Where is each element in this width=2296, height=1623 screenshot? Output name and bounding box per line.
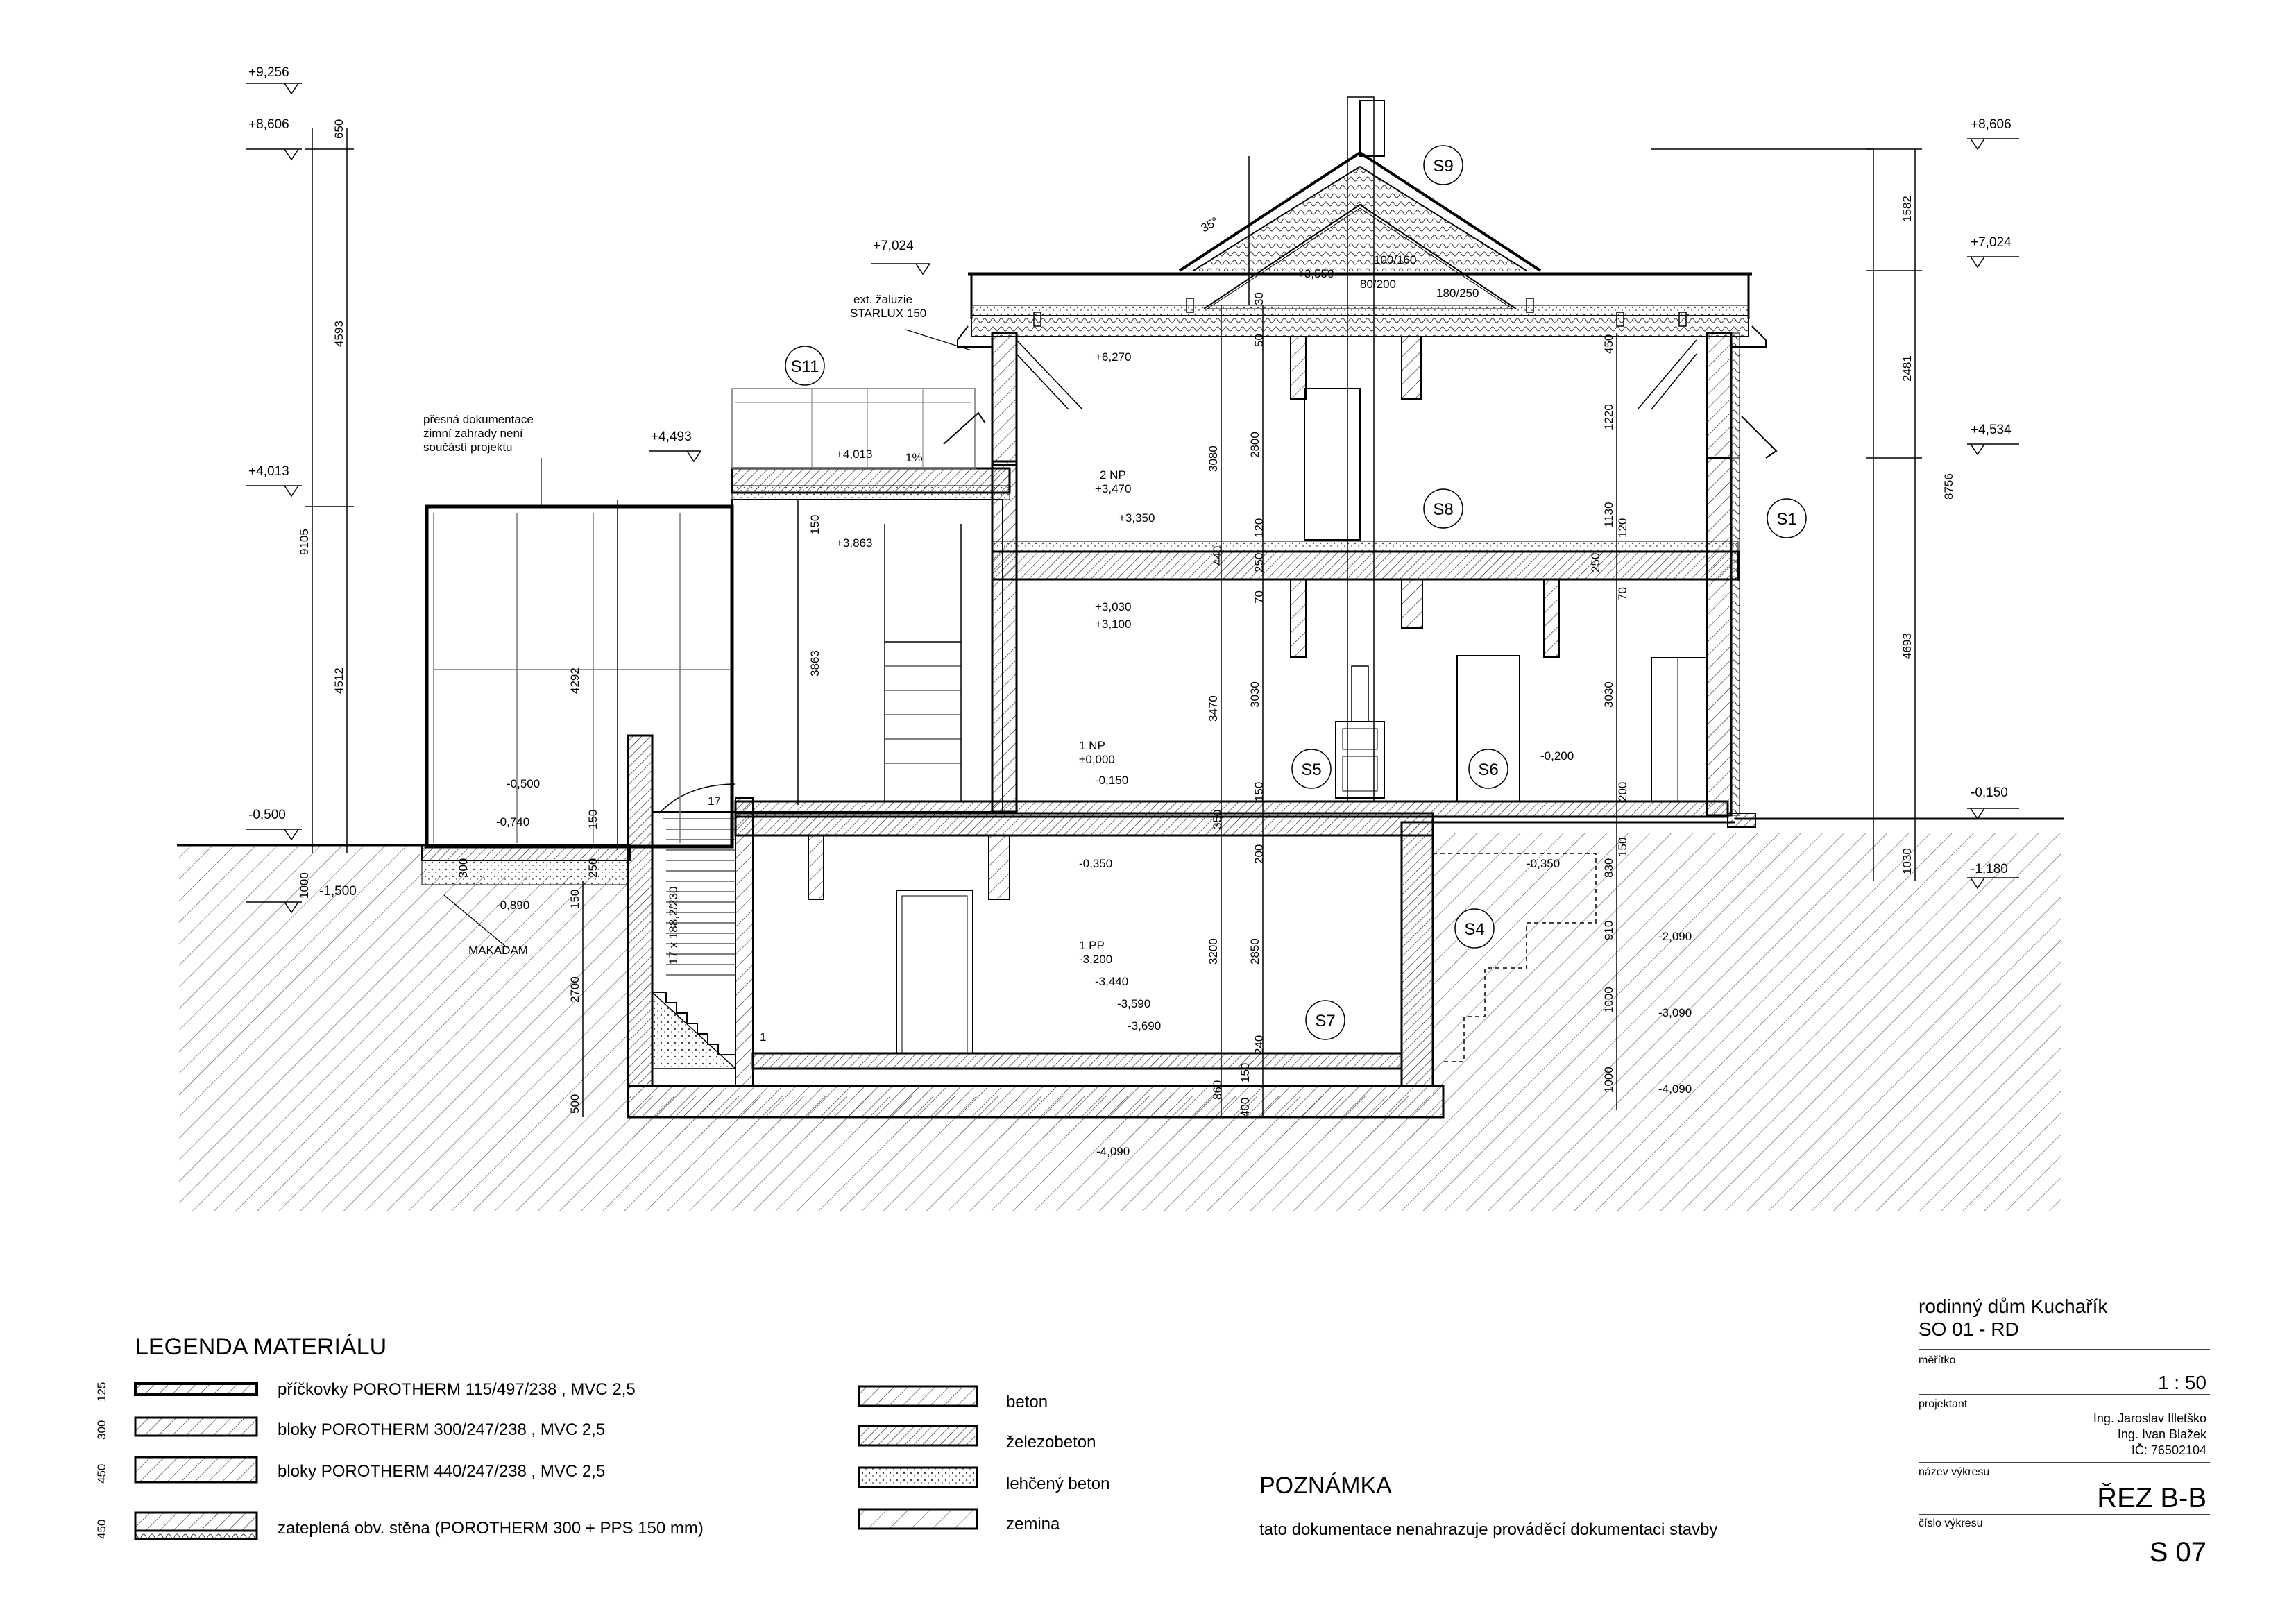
dim-low-3: 200 xyxy=(1252,844,1266,864)
tag-s6: S6 xyxy=(1478,760,1499,779)
dim-low-11: 1000 xyxy=(1602,1067,1615,1093)
dim-up-3: 1220 xyxy=(1602,404,1615,430)
dim-up-7: 30 xyxy=(1252,292,1266,305)
dim-mid-1: 3470 xyxy=(1207,695,1220,722)
dim-mid-4: 120 xyxy=(1252,518,1266,538)
scale-label: měřítko xyxy=(1919,1354,1956,1366)
level-int-9: +3,100 xyxy=(1095,618,1132,631)
dim-low-22: 250 xyxy=(586,858,599,878)
level-left-5: +4,013 xyxy=(248,464,289,479)
rafter-label-3: 180/250 xyxy=(1436,287,1479,300)
legend-dim-2: 300 xyxy=(95,1420,108,1440)
level-int-12: -0,150 xyxy=(1095,774,1129,787)
level-right-1: +8,606 xyxy=(1971,117,2012,132)
roof-angle: 35° xyxy=(1198,214,1221,235)
legend-wall-3: bloky POROTHERM 440/247/238 , MVC 2,5 xyxy=(278,1462,606,1481)
winter-garden-note-3: součástí projektu xyxy=(423,441,513,454)
designer-1: Ing. Jaroslav Illetško xyxy=(2093,1411,2206,1425)
level-left-7: -1,500 xyxy=(319,884,357,899)
slope-label: 1% xyxy=(905,451,923,464)
dim-mid-5: 250 xyxy=(1252,552,1266,572)
designer-label: projektant xyxy=(1919,1398,1968,1410)
level-right-5: -1,180 xyxy=(1971,862,2008,876)
blinds-label-2: STARLUX 150 xyxy=(850,307,927,320)
level-int-26: -4,090 xyxy=(1658,1082,1692,1096)
title-block xyxy=(1919,1295,2210,1567)
dim-low-9: 910 xyxy=(1602,920,1615,940)
dim-low-8: 830 xyxy=(1602,858,1615,878)
dim-up-5: 450 xyxy=(1602,334,1615,354)
level-left-3: +7,024 xyxy=(873,239,914,253)
stair-count: 17 xyxy=(708,794,721,808)
dim-up-6: 50 xyxy=(1252,334,1266,347)
dim-mid-2: 3030 xyxy=(1248,681,1261,708)
level-int-23: -3,690 xyxy=(1128,1019,1162,1033)
dim-low-12: 240 xyxy=(1252,1035,1266,1055)
note xyxy=(1259,1472,1717,1539)
level-int-6: +4,013 xyxy=(836,448,873,461)
drawing-name-label: název výkresu xyxy=(1919,1466,1990,1478)
dim-mid-3: 3030 xyxy=(1602,681,1615,708)
legend-title: LEGENDA MATERIÁLU xyxy=(135,1334,387,1360)
legend-mat-1: beton xyxy=(1006,1393,1048,1411)
dim-low-15: 860 xyxy=(1211,1080,1224,1100)
dim-mid-9: 120 xyxy=(1616,518,1629,538)
dim-low-6: 150 xyxy=(1616,837,1629,857)
dim-low-16: 500 xyxy=(568,1094,581,1114)
level-left-1: +9,256 xyxy=(248,65,289,80)
legend-wall-4: zateplená obv. stěna (POROTHERM 300 + PPS 150 mm) xyxy=(278,1519,704,1538)
level-int-3: 2 NP xyxy=(1100,468,1126,482)
dim-right-3: 8756 xyxy=(1942,473,1955,500)
level-right-3: +4,534 xyxy=(1971,423,2012,437)
blinds-label-1: ext. žaluzie xyxy=(853,293,913,306)
designer-2: Ing. Ivan Blažek xyxy=(2117,1427,2206,1441)
level-left-4: +4,493 xyxy=(651,430,692,444)
winter-garden-note-2: zimní zahrady není xyxy=(423,427,523,440)
dim-low-2: 2850 xyxy=(1248,938,1261,965)
note-text: tato dokumentace nenahrazuje prováděcí dokumentaci stavby xyxy=(1259,1520,1718,1539)
dim-left-3: 4512 xyxy=(332,668,346,694)
dim-mid-8: 70 xyxy=(1616,587,1629,600)
level-left-6: -0,500 xyxy=(248,808,286,822)
tag-s7: S7 xyxy=(1315,1012,1336,1030)
drawing-no-label: číslo výkresu xyxy=(1919,1518,1983,1529)
level-int-2: +3,550 xyxy=(1298,267,1334,280)
dim-left-4: 9105 xyxy=(298,529,311,555)
makadam-label: MAKADAM xyxy=(468,944,528,957)
legend-dim-4: 450 xyxy=(95,1519,108,1539)
dim-right-1: 1582 xyxy=(1900,196,1914,222)
dim-low-5: 150 xyxy=(1252,781,1266,801)
dim-low-24: 3863 xyxy=(808,650,822,677)
dim-right-5: 1030 xyxy=(1900,848,1914,874)
legend-mat-4: zemina xyxy=(1006,1515,1060,1533)
dim-mid-6: 440 xyxy=(1211,545,1224,566)
level-int-27: -4,090 xyxy=(1096,1145,1130,1158)
tag-s4: S4 xyxy=(1464,920,1485,939)
dim-low-19: 150 xyxy=(586,809,599,829)
level-int-13: -0,500 xyxy=(507,777,541,790)
level-int-16: -0,200 xyxy=(1540,749,1574,763)
legend-wall-1: příčkovky POROTHERM 115/497/238 , MVC 2,5 xyxy=(278,1380,636,1399)
tag-s11: S11 xyxy=(790,357,819,376)
winter-garden xyxy=(422,507,732,885)
upper-floor xyxy=(968,274,1752,540)
legend-dim-3: 450 xyxy=(95,1463,108,1484)
dim-low-18: 1000 xyxy=(298,872,311,899)
dim-low-4: 350 xyxy=(1211,809,1224,829)
level-int-5: +3,350 xyxy=(1119,511,1155,525)
legend-mat-3: lehčený beton xyxy=(1006,1475,1110,1493)
level-int-22: -3,590 xyxy=(1117,997,1151,1010)
dim-low-13: 150 xyxy=(1239,1062,1252,1082)
dim-low-20: 150 xyxy=(568,889,581,909)
stair-spec: 17 x 188,2/230 xyxy=(667,886,680,965)
rafter-label-1: 100/160 xyxy=(1374,253,1417,266)
dim-up-2: 2800 xyxy=(1248,432,1261,458)
project-code: SO 01 - RD xyxy=(1919,1318,2019,1340)
dim-low-14: 400 xyxy=(1239,1097,1252,1117)
note-title: POZNÁMKA xyxy=(1259,1472,1392,1499)
level-right-4: -0,150 xyxy=(1971,785,2008,800)
level-int-24: -2,090 xyxy=(1658,930,1692,943)
level-left-2: +8,606 xyxy=(248,117,289,132)
level-int-25: -3,090 xyxy=(1658,1006,1692,1019)
dim-left-2: 4593 xyxy=(332,321,346,347)
dim-low-10: 1000 xyxy=(1602,987,1615,1013)
level-int-20: -3,200 xyxy=(1079,953,1113,966)
level-int-15: -0,890 xyxy=(496,899,530,912)
level-int-1: +6,270 xyxy=(1095,350,1132,364)
dim-low-17: 2700 xyxy=(568,976,581,1003)
dim-up-1: 3080 xyxy=(1207,445,1220,472)
level-int-19: 1 PP xyxy=(1079,939,1105,952)
designer-id: IČ: 76502104 xyxy=(2131,1443,2206,1457)
legend-dim-1: 125 xyxy=(95,1382,108,1402)
dim-right-4: 4693 xyxy=(1900,633,1914,659)
drawing-name: ŘEZ B-B xyxy=(2097,1483,2206,1513)
dim-left-1: 650 xyxy=(332,119,346,139)
dim-mid-7: 70 xyxy=(1252,590,1266,604)
stair-first: 1 xyxy=(760,1030,767,1044)
dim-low-25: 150 xyxy=(808,514,822,534)
ground-floor xyxy=(735,97,1755,827)
level-int-21: -3,440 xyxy=(1095,975,1129,988)
dim-low-7: 200 xyxy=(1616,781,1629,801)
level-int-7: +3,863 xyxy=(836,536,873,550)
dim-up-4: 1130 xyxy=(1602,502,1615,527)
basement xyxy=(628,736,1443,1117)
legend-mat-2: železobeton xyxy=(1006,1433,1096,1452)
winter-garden-note-1: přesná dokumentace xyxy=(423,413,534,426)
rafter-label-2: 80/200 xyxy=(1360,278,1396,291)
tag-s8: S8 xyxy=(1433,500,1454,519)
dim-mid-10: 250 xyxy=(1589,552,1602,572)
dim-low-1: 3200 xyxy=(1207,938,1220,965)
level-int-18: -0,350 xyxy=(1527,857,1561,870)
scale-value: 1 : 50 xyxy=(2157,1372,2206,1393)
level-right-2: +7,024 xyxy=(1971,235,2012,250)
tag-s5: S5 xyxy=(1301,760,1322,779)
level-int-14: -0,740 xyxy=(496,815,530,829)
level-int-10: 1 NP xyxy=(1079,739,1105,752)
legend xyxy=(95,1334,1109,1539)
level-int-8: +3,030 xyxy=(1095,600,1132,613)
dim-low-23: 4292 xyxy=(568,668,581,694)
level-int-4: +3,470 xyxy=(1095,482,1132,495)
level-int-11: ±0,000 xyxy=(1079,753,1115,766)
level-int-17: -0,350 xyxy=(1079,857,1113,870)
project-name: rodinný dům Kuchařík xyxy=(1919,1295,2108,1317)
tag-s1: S1 xyxy=(1776,510,1797,529)
tag-s9: S9 xyxy=(1433,157,1454,176)
dim-right-2: 2481 xyxy=(1900,355,1914,382)
legend-wall-2: bloky POROTHERM 300/247/238 , MVC 2,5 xyxy=(278,1420,606,1439)
drawing-no: S 07 xyxy=(2149,1537,2206,1567)
dim-low-21: 300 xyxy=(457,858,470,878)
